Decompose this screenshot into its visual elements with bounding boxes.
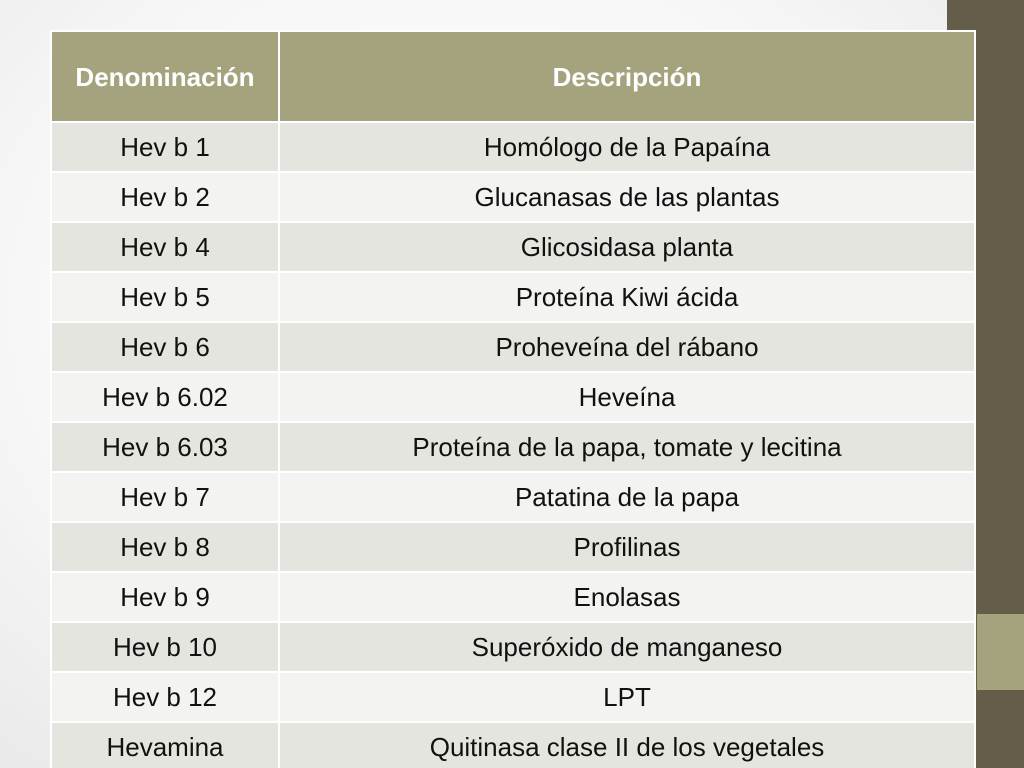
descripcion-cell: Heveína xyxy=(279,372,975,422)
descripcion-cell: Homólogo de la Papaína xyxy=(279,122,975,172)
denominacion-cell: Hev b 9 xyxy=(51,572,279,622)
allergen-table xyxy=(50,30,976,768)
table-header-row xyxy=(51,31,975,122)
denominacion-cell: Hev b 7 xyxy=(51,472,279,522)
descripcion-cell: Glucanasas de las plantas xyxy=(279,172,975,222)
denominacion-cell: Hev b 6 xyxy=(51,322,279,372)
table-row xyxy=(51,372,975,422)
denominacion-cell: Hev b 5 xyxy=(51,272,279,322)
table-row xyxy=(51,272,975,322)
table-row xyxy=(51,222,975,272)
denominacion-cell: Hev b 8 xyxy=(51,522,279,572)
table-row xyxy=(51,122,975,172)
descripcion-cell: Glicosidasa planta xyxy=(279,222,975,272)
table-row xyxy=(51,622,975,672)
denominacion-cell: Hevamina xyxy=(51,722,279,768)
table-row xyxy=(51,422,975,472)
denominacion-cell: Hev b 2 xyxy=(51,172,279,222)
table-row xyxy=(51,322,975,372)
table-row xyxy=(51,522,975,572)
descripcion-cell: Proteína Kiwi ácida xyxy=(279,272,975,322)
column-header-denominacion: Denominación xyxy=(51,31,279,122)
denominacion-cell: Hev b 12 xyxy=(51,672,279,722)
table-row xyxy=(51,572,975,622)
descripcion-cell: LPT xyxy=(279,672,975,722)
denominacion-cell: Hev b 10 xyxy=(51,622,279,672)
column-header-descripcion: Descripción xyxy=(279,31,975,122)
descripcion-cell: Profilinas xyxy=(279,522,975,572)
descripcion-cell: Proheveína del rábano xyxy=(279,322,975,372)
denominacion-cell: Hev b 4 xyxy=(51,222,279,272)
denominacion-cell: Hev b 6.02 xyxy=(51,372,279,422)
denominacion-cell: Hev b 6.03 xyxy=(51,422,279,472)
table-row xyxy=(51,472,975,522)
table-row xyxy=(51,722,975,768)
descripcion-cell: Patatina de la papa xyxy=(279,472,975,522)
descripcion-cell: Quitinasa clase II de los vegetales xyxy=(279,722,975,768)
denominacion-cell: Hev b 1 xyxy=(51,122,279,172)
table-row xyxy=(51,672,975,722)
side-accent-block xyxy=(977,614,1024,690)
descripcion-cell: Enolasas xyxy=(279,572,975,622)
table-row xyxy=(51,172,975,222)
descripcion-cell: Proteína de la papa, tomate y lecitina xyxy=(279,422,975,472)
descripcion-cell: Superóxido de manganeso xyxy=(279,622,975,672)
